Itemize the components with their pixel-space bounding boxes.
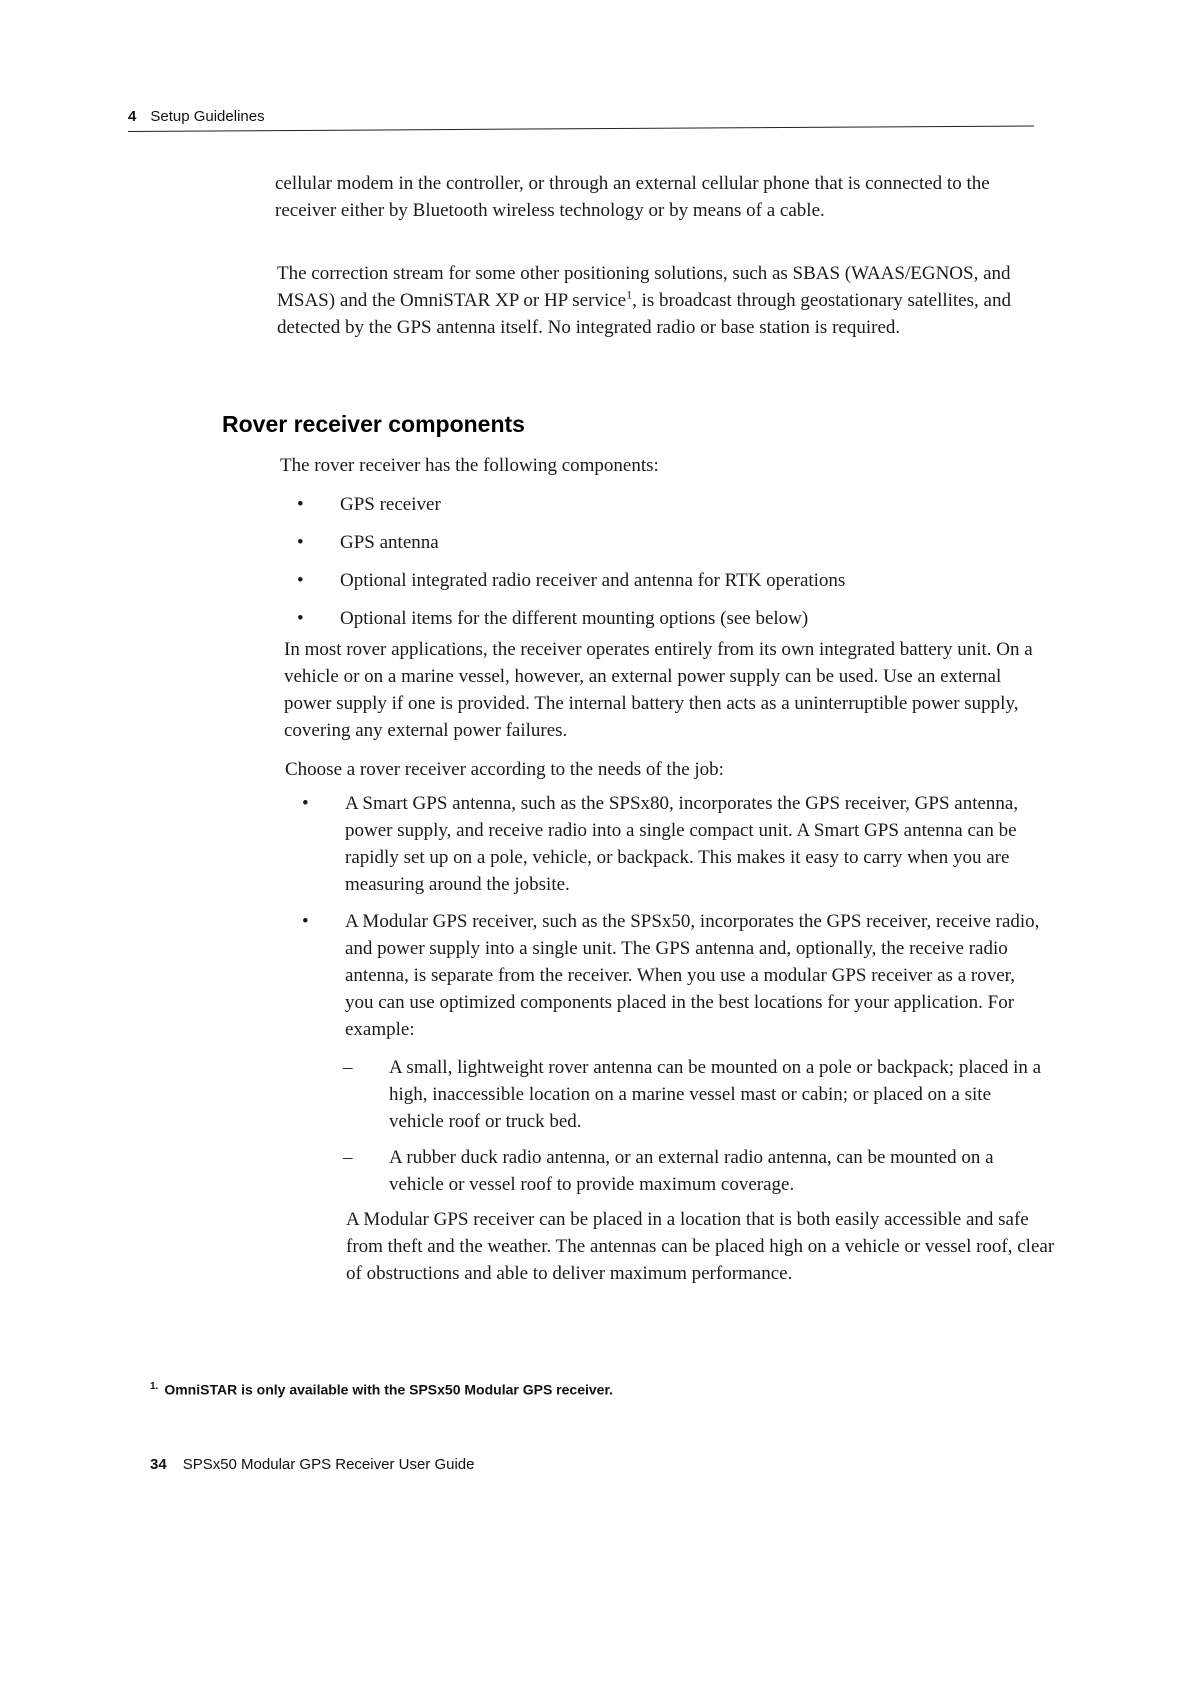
intro-paragraph-1: cellular modem in the controller, or through an external cellular phone that is connected to the receiver either by Bluetooth wireless technology or by means of a cable.	[275, 173, 990, 221]
list-item: • Optional items for the different mounting options (see below)	[340, 605, 1000, 632]
chapter-title: Setup Guidelines	[150, 108, 265, 125]
dash-icon: –	[343, 1147, 353, 1168]
list-item: • A Smart GPS antenna, such as the SPSx80, incorporates the GPS receiver, GPS antenna, power supply, and receive radio into a single compact unit. A Smart GPS antenna can be rapidly set up on a pole, vehicle, or backpack. This makes it easy to carry when you are measuring around the jobsite.	[345, 790, 1047, 898]
running-header	[128, 108, 265, 125]
header-rule	[128, 125, 1034, 132]
examples-list	[343, 1054, 1049, 1207]
modular-paragraph: A Modular GPS receiver can be placed in a location that is both easily accessible and safe from theft and the weather. The antennas can be placed high on a vehicle or vessel roof, clear of obstructions and able to deliver maximum performance.	[346, 1209, 1055, 1284]
power-paragraph: In most rover applications, the receiver operates entirely from its own integrated battery unit. On a vehicle or on a marine vessel, however, an external power supply can be used. Use an external power supply if one is provided. The internal battery then acts as a uninterruptible power supply, covering any external power failures.	[284, 639, 1033, 741]
list-item: – A small, lightweight rover antenna can be mounted on a pole or backpack; placed in a high, inaccessible location on a marine vessel mast or cabin; or placed on a site vehicle roof or truck bed.	[389, 1054, 1049, 1135]
page-number: 34	[150, 1456, 167, 1473]
footnote-reference[interactable]: 1	[626, 287, 633, 302]
bullet-icon: •	[302, 911, 309, 932]
section-heading: Rover receiver components	[222, 411, 525, 437]
choose-lead-in: Choose a rover receiver according to the needs of the job:	[285, 759, 724, 780]
bullet-icon: •	[297, 570, 304, 591]
running-footer	[150, 1456, 474, 1473]
footnote-mark: 1.	[150, 1381, 159, 1392]
components-lead-in: The rover receiver has the following components:	[280, 455, 659, 476]
bullet-icon: •	[297, 494, 304, 515]
list-item: • Optional integrated radio receiver and antenna for RTK operations	[340, 567, 1000, 594]
list-item: • GPS receiver	[340, 491, 1000, 518]
footnote	[150, 1381, 613, 1398]
list-item: • A Modular GPS receiver, such as the SPSx50, incorporates the GPS receiver, receive radio, and power supply into a single unit. The GPS antenna and, optionally, the receive radio antenna, is separate from the receiver. When you use a modular GPS receiver as a rover, you can use optimized components placed in the best locations for your application. For example:	[345, 908, 1047, 1043]
footnote-text: OmniSTAR is only available with the SPSx50 Modular GPS receiver.	[164, 1381, 614, 1398]
book-title: SPSx50 Modular GPS Receiver User Guide	[182, 1456, 475, 1473]
chapter-number: 4	[128, 108, 137, 125]
components-list	[297, 491, 1000, 643]
bullet-icon: •	[297, 532, 304, 553]
intro-paragraph-2: The correction stream for some other positioning solutions, such as SBAS (WAAS/EGNOS, and MSAS) and the OmniSTAR XP or HP service$^1$, is broadcast through geostationary satellites, and detected by the GPS antenna itself. No integrated radio or base station is required.	[277, 263, 1011, 338]
dash-icon: –	[343, 1057, 353, 1078]
bullet-icon: •	[297, 608, 304, 629]
options-list	[302, 790, 1047, 1053]
list-item: • GPS antenna	[340, 529, 1000, 556]
list-item: – A rubber duck radio antenna, or an external radio antenna, can be mounted on a vehicle or vessel roof to provide maximum coverage.	[389, 1144, 1049, 1198]
bullet-icon: •	[302, 793, 309, 814]
